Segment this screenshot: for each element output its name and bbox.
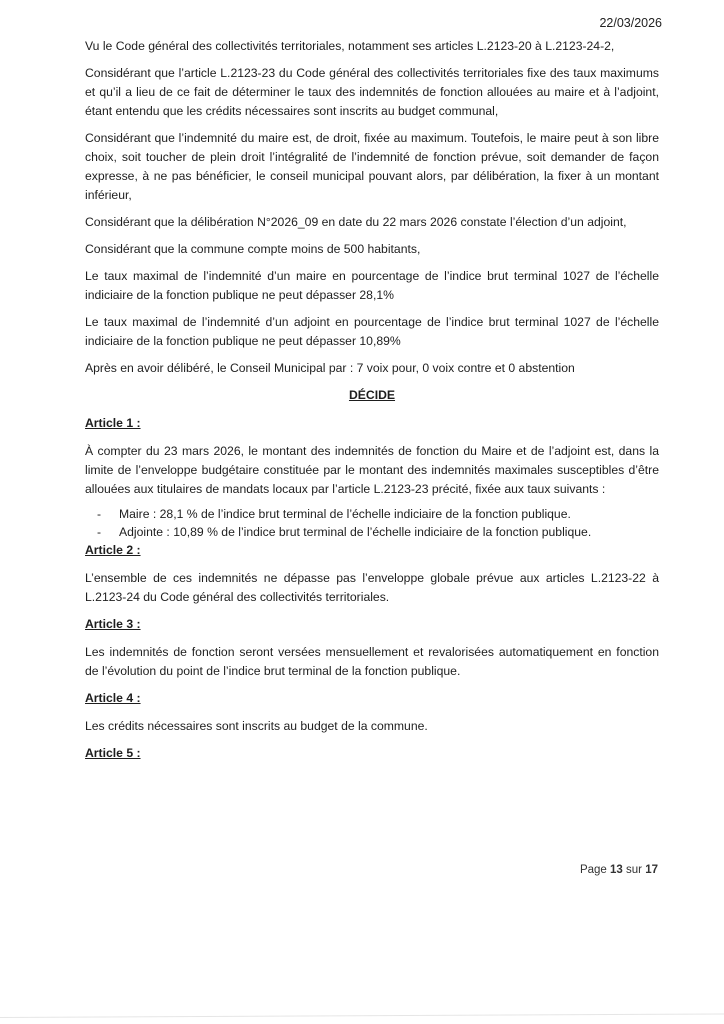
- article-3-text: Les indemnités de fonction seront versées mensuellement et revalorisées automatiquement en fonction de l’évolution du point de l’indice brut terminal de la fonction publique.: [85, 645, 659, 678]
- preamble-paragraph: Considérant que la commune compte moins de 500 habitants,: [85, 242, 421, 256]
- bullet-dash: -: [97, 507, 102, 521]
- page-label: Page: [579, 864, 607, 876]
- article-1-rate-list: [85, 505, 659, 541]
- article-2-title: Article 2 :: [85, 543, 141, 557]
- preamble-paragraph: Considérant que l’article L.2123-23 du Code général des collectivités territoriales fixe des taux maximums et qu’il a lieu de ce fait de déterminer le taux des indemnités de fonction allouées au maire et à l’adjoint, étant entendu que les crédits nécessaires sont inscrits au budget communal,: [85, 66, 659, 118]
- bullet-dash: -: [97, 525, 102, 539]
- page-number: [580, 864, 658, 876]
- article-1-title: Article 1 :: [85, 416, 141, 430]
- article-3-title: Article 3 :: [85, 617, 141, 631]
- rate-item-text: Maire : 28,1 % de l’indice brut terminal de l’échelle indiciaire de la fonction publique.: [119, 507, 571, 521]
- article-5-title: Article 5 :: [85, 746, 141, 760]
- page-current: 13: [610, 864, 623, 876]
- preamble-paragraph: Considérant que la délibération N°2026_09 en date du 22 mars 2026 constate l’élection d’un adjoint,: [85, 215, 627, 229]
- article-1-text: À compter du 23 mars 2026, le montant des indemnités de fonction du Maire et de l’adjoint est, dans la limite de l’enveloppe budgétaire constituée par le montant des indemnités maximales susceptibles d’être allouées aux titulaires de mandats locaux par l’article L.2123-23 précité, fixée aux taux suivants :: [85, 444, 659, 496]
- rate-item-adjointe: [85, 523, 659, 541]
- preamble-paragraph: Le taux maximal de l’indemnité d’un maire en pourcentage de l’indice brut terminal 1027 de l’échelle indiciaire de la fonction publique ne peut dépasser 28,1%: [85, 269, 659, 302]
- vote-result: Après en avoir délibéré, le Conseil Municipal par : 7 voix pour, 0 voix contre et 0 abstention: [85, 361, 575, 375]
- article-4-text: Les crédits nécessaires sont inscrits au budget de la commune.: [85, 719, 428, 733]
- article-2-text: L’ensemble de ces indemnités ne dépasse pas l’enveloppe globale prévue aux articles L.2123-22 à L.2123-24 du Code général des collectivités territoriales.: [85, 571, 659, 604]
- preamble-paragraph: Vu le Code général des collectivités territoriales, notamment ses articles L.2123-20 à L.2123-24-2,: [85, 39, 615, 53]
- decision-heading: DÉCIDE: [348, 388, 396, 402]
- rate-item-text: Adjointe : 10,89 % de l’indice brut terminal de l’échelle indiciaire de la fonction publique.: [119, 525, 592, 539]
- page-total: 17: [645, 864, 658, 876]
- document-body: [85, 37, 659, 772]
- scan-edge-divider: [0, 1013, 724, 1018]
- page-separator: sur: [626, 864, 642, 876]
- preamble-paragraph: Considérant que l’indemnité du maire est, de droit, fixée au maximum. Toutefois, le maire peut à son libre choix, soit toucher de plein droit l’intégralité de l’indemnité de fonction prévue, soit demander de façon expresse, à ne pas bénéficier, le conseil municipal pouvant alors, par délibération, la fixer à un montant inférieur,: [85, 131, 659, 202]
- document-date: 22/03/2026: [599, 16, 662, 30]
- rate-item-maire: [85, 505, 659, 523]
- article-4-title: Article 4 :: [85, 691, 141, 705]
- preamble-paragraph: Le taux maximal de l’indemnité d’un adjoint en pourcentage de l’indice brut terminal 1027 de l’échelle indiciaire de la fonction publique ne peut dépasser 10,89%: [85, 315, 659, 348]
